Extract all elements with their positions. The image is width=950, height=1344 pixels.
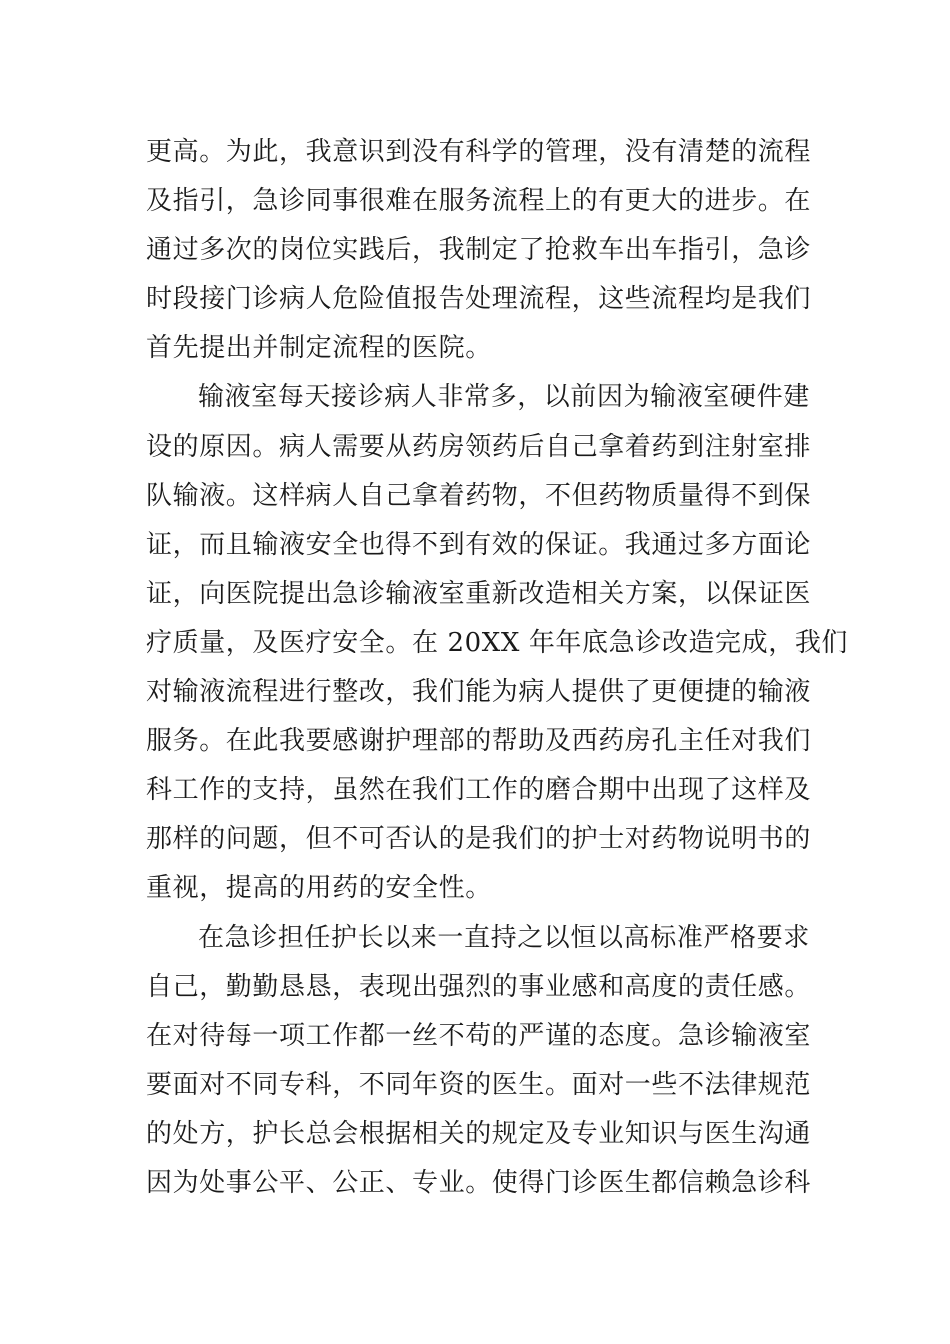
text-line: 服务。在此我要感谢护理部的帮助及西药房孔主任对我们 bbox=[146, 726, 812, 757]
text-line: 在对待每一项工作都一丝不苟的严谨的态度。急诊输液室 bbox=[146, 1020, 812, 1051]
text-line: 设的原因。病人需要从药房领药后自己拿着药到注射室排 bbox=[146, 431, 812, 462]
text-line: 要面对不同专科，不同年资的医生。面对一些不法律规范 bbox=[146, 1069, 812, 1100]
text-line: 输液室每天接诊病人非常多，以前因为输液室硬件建 bbox=[198, 382, 810, 413]
text-line: 对输液流程进行整改，我们能为病人提供了更便捷的输液 bbox=[146, 677, 812, 708]
text-line: 通过多次的岗位实践后，我制定了抢救车出车指引，急诊 bbox=[146, 235, 812, 266]
text-line: 疗质量，及医疗安全。在 20XX 年年底急诊改造完成，我们 bbox=[146, 627, 849, 658]
text-line: 队输液。这样病人自己拿着药物，不但药物质量得不到保 bbox=[146, 480, 812, 511]
text-line: 证，向医院提出急诊输液室重新改造相关方案，以保证医 bbox=[146, 578, 812, 609]
text-line: 的处方，护长总会根据相关的规定及专业知识与医生沟通 bbox=[146, 1118, 812, 1149]
text-line: 那样的问题，但不可否认的是我们的护士对药物说明书的 bbox=[146, 824, 812, 855]
text-line: 自己，勤勤恳恳，表现出强烈的事业感和高度的责任感。 bbox=[146, 971, 812, 1002]
text-line: 因为处事公平、公正、专业。使得门诊医生都信赖急诊科 bbox=[146, 1167, 812, 1198]
text-line: 科工作的支持，虽然在我们工作的磨合期中出现了这样及 bbox=[146, 775, 812, 806]
text-line: 首先提出并制定流程的医院。 bbox=[146, 333, 492, 364]
text-line: 证，而且输液安全也得不到有效的保证。我通过多方面论 bbox=[146, 529, 812, 560]
text-line: 在急诊担任护长以来一直持之以恒以高标准严格要求 bbox=[198, 922, 810, 953]
text-line: 时段接门诊病人危险值报告处理流程，这些流程均是我们 bbox=[146, 284, 812, 315]
body-text bbox=[146, 128, 849, 1208]
text-line: 重视，提高的用药的安全性。 bbox=[146, 873, 492, 904]
text-line: 及指引，急诊同事很难在服务流程上的有更大的进步。在 bbox=[146, 186, 812, 217]
text-line: 更高。为此，我意识到没有科学的管理，没有清楚的流程 bbox=[146, 137, 812, 167]
